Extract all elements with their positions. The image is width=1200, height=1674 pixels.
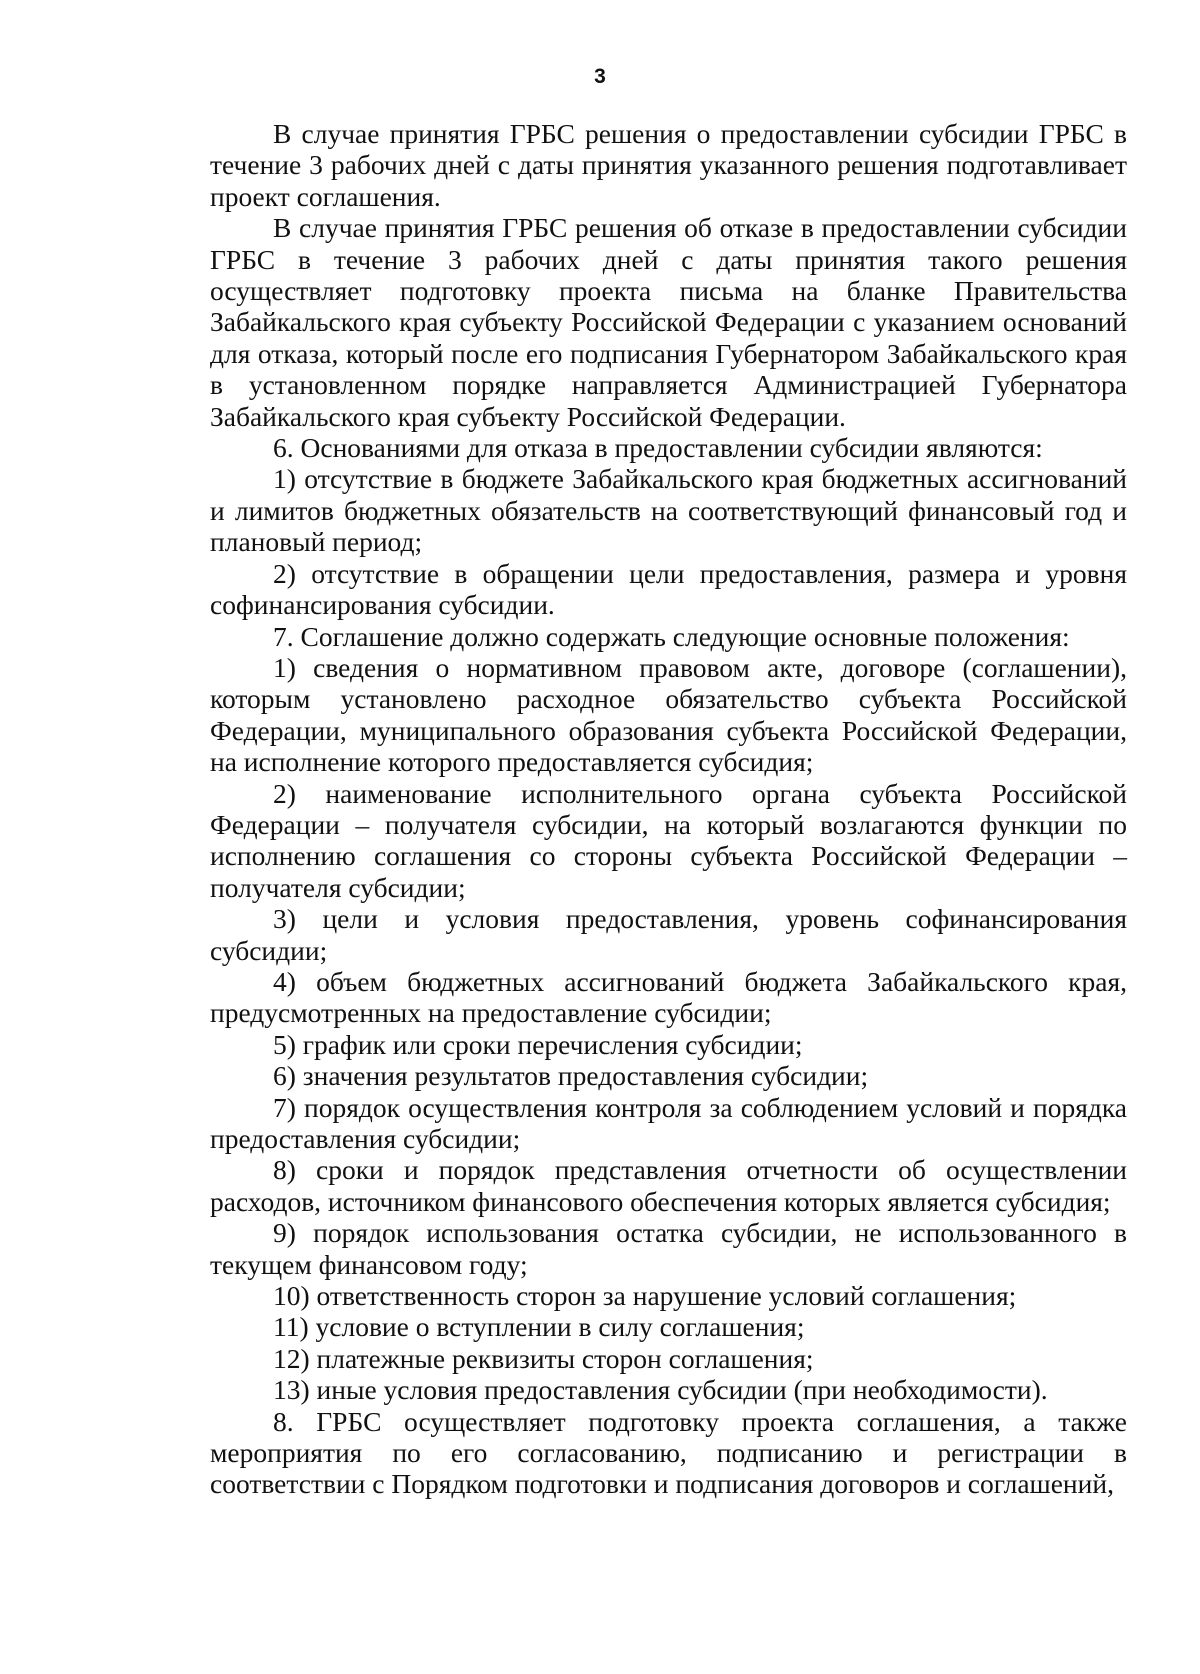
list-item: 1) отсутствие в бюджете Забайкальского края бюджетных ассигнований и лимитов бюджетных обязательств на соответствующий финансовый год и плановый период; — [210, 463, 1127, 558]
list-item: 4) объем бюджетных ассигнований бюджета Забайкальского края, предусмотренных на предоставление субсидии; — [210, 965, 1127, 1029]
list-item: 3) цели и условия предоставления, уровень софинансирования субсидии; — [210, 903, 1127, 966]
list-item: 7) порядок осуществления контроля за соблюдением условий и порядка предоставления субсидии; — [210, 1091, 1127, 1154]
paragraph: В случае принятия ГРБС решения о предоставлении субсидии ГРБС в течение 3 рабочих дней с даты принятия указанного решения подготавливает проект соглашения. — [210, 118, 1127, 212]
section-heading: 6. Основаниями для отказа в предоставлении субсидии являются: — [273, 432, 1043, 464]
list-item: 12) платежные реквизиты сторон соглашения; — [273, 1342, 814, 1374]
section-heading: 7. Соглашение должно содержать следующие основные положения: — [273, 620, 1070, 652]
list-item: 2) отсутствие в обращении цели предоставления, размера и уровня софинансирования субсидии. — [210, 557, 1127, 621]
list-item: 2) наименование исполнительного органа субъекта Российской Федерации – получателя субсидии, на который возлагаются функции по исполнению соглашения со стороны субъекта Российской Федерации – получателя субсидии; — [210, 777, 1127, 903]
list-item: 13) иные условия предоставления субсидии (при необходимости). — [273, 1374, 1048, 1406]
list-item: 10) ответственность сторон за нарушение условий соглашения; — [273, 1280, 1017, 1312]
list-item: 9) порядок использования остатка субсидии, не использованного в текущем финансовом году; — [210, 1217, 1127, 1280]
list-item: 8) сроки и порядок представления отчетности об осуществлении расходов, источником финансового обеспечения которых является субсидия; — [210, 1154, 1127, 1217]
list-item: 1) сведения о нормативном правовом акте, договоре (соглашении), которым установлено расходное обязательство субъекта Российской Федерации, муниципального образования субъекта Российской Федерации, на исполнение которого предоставляется субсидия; — [210, 651, 1127, 778]
list-item: 5) график или сроки перечисления субсидии; — [273, 1028, 803, 1060]
list-item: 6) значения результатов предоставления субсидии; — [273, 1060, 869, 1092]
page-number: 3 — [594, 65, 606, 88]
paragraph: В случае принятия ГРБС решения об отказе в предоставлении субсидии ГРБС в течение 3 рабочих дней с даты принятия такого решения осуществляет подготовку проекта письма на бланке Правительства Забайкальского края субъекту Российской Федерации с указанием оснований для отказа, который после его подписания Губернатором Забайкальского края в установленном порядке направляется Администрацией Губернатора Забайкальского края субъекту Российской Федерации. — [210, 212, 1127, 432]
section-heading: 8. ГРБС осуществляет подготовку проекта соглашения, а также мероприятия по его согласованию, подписанию и регистрации в соответствии с Порядком подготовки и подписания договоров и соглашений, — [210, 1405, 1127, 1500]
list-item: 11) условие о вступлении в силу соглашения; — [273, 1311, 805, 1343]
document-body — [210, 118, 1127, 1500]
